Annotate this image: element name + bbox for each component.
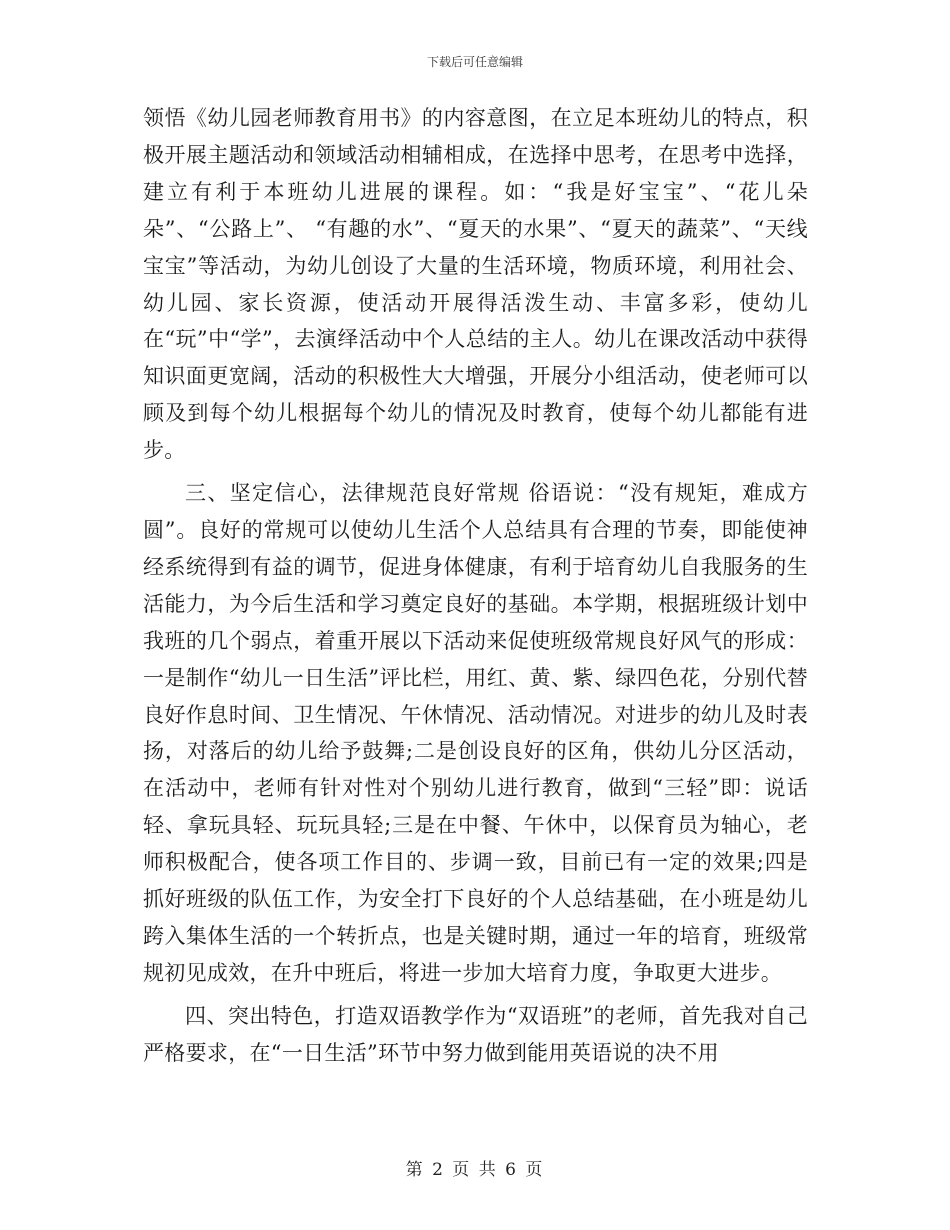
paragraph-section-three: 三、坚定信心，法律规范良好常规 俗语说：“没有规矩，难成方圆”。良好的常规可以使幼儿生活个人总结具有合理的节奏，即能使神经系统得到有益的调节，促进身体健康，有利于培育幼儿自我服务的生活能力，为今后生活和学习奠定良好的基础。本学期，根据班级计划中我班的几个弱点，着重开展以下活动来促使班级常规良好风气的形成：一是制作“幼儿一日生活”评比栏，用红、黄、紫、绿四色花，分别代替良好作息时间、卫生情况、午休情况、活动情况。对进步的幼儿及时表扬，对落后的幼儿给予鼓舞;二是创设良好的区角，供幼儿分区活动，在活动中，老师有针对性对个别幼儿进行教育，做到“三轻”即：说话轻、拿玩具轻、玩玩具轻;三是在中餐、午休中，以保育员为轴心，老师积极配合，使各项工作目的、步调一致，目前已有一定的效果;四是抓好班级的队伍工作，为安全打下良好的个人总结基础，在小班是幼儿跨入集体生活的一个转折点，也是关键时期，通过一年的培育，班级常规初见成效，在升中班后，将进一步加大培育力度，争取更大进步。	[143, 481, 808, 985]
page-header: 下载后可任意编辑	[426, 55, 523, 69]
paragraph-continuation: 领悟《幼儿园老师教育用书》的内容意图，在立足本班幼儿的特点，积极开展主题活动和领域活动相辅相成，在选择中思考，在思考中选择，建立有利于本班幼儿进展的课程。如：“我是好宝宝”、“花儿朵朵”、“公路上”、 “有趣的水”、“夏天的水果”、“夏天的蔬菜”、“天线宝宝”等活动，为幼儿创设了大量的生活环境，物质环境，利用社会、幼儿园、家长资源，使活动开展得活泼生动、丰富多彩，使幼儿在“玩”中“学”，去演绎活动中个人总结的主人。幼儿在课改活动中获得知识面更宽阔，活动的积极性大大增强，开展分小组活动，使老师可以顾及到每个幼儿根据每个幼儿的情况及时教育，使每个幼儿都能有进步。	[143, 106, 808, 463]
document-body	[143, 100, 808, 1072]
paragraph-section-four: 四、突出特色，打造双语教学作为“双语班”的老师，首先我对自己严格要求，在“一日生活”环节中努力做到能用英语说的决不用	[143, 1003, 808, 1065]
page-footer: 第 2 页 共 6 页	[405, 1160, 545, 1180]
